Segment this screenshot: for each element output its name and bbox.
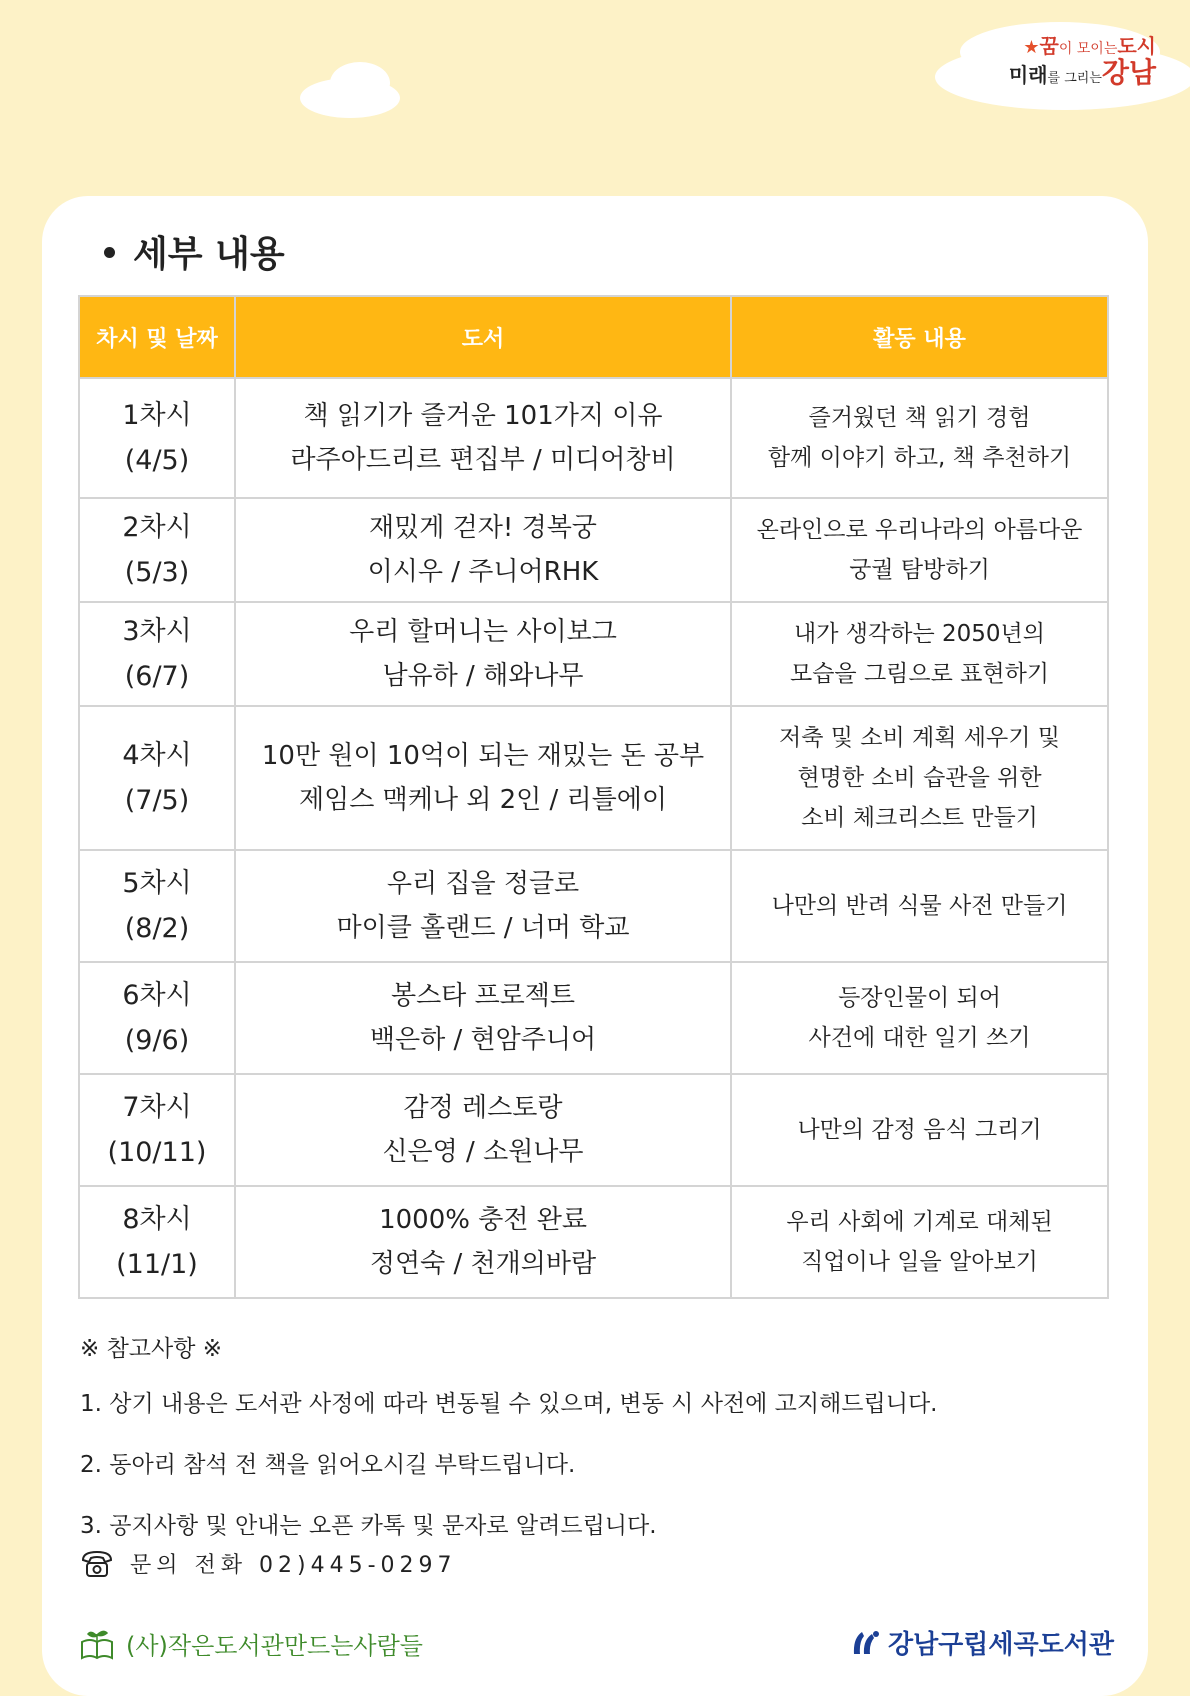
session-date: (9/6) xyxy=(124,1025,190,1056)
book-author-publisher: 이시우 / 주니어RHK xyxy=(367,557,599,587)
activity-line: 내가 생각하는 2050년의 xyxy=(794,621,1045,647)
logo-text: 강남 xyxy=(1101,56,1156,89)
book-author-publisher: 남유하 / 해와나무 xyxy=(382,661,584,691)
activity-line: 저축 및 소비 계획 세우기 및 xyxy=(779,725,1060,751)
table-row xyxy=(79,602,1108,706)
note-item: 2. 동아리 참석 전 책을 읽어오시길 부탁드립니다. xyxy=(80,1452,576,1478)
book-title: 감정 레스토랑 xyxy=(403,1093,563,1123)
activity-cell xyxy=(731,378,1108,498)
activity-cell xyxy=(731,962,1108,1074)
book-cell xyxy=(235,706,731,850)
activity-cell xyxy=(731,706,1108,850)
column-header-session: 차시 및 날짜 xyxy=(79,296,235,378)
book-title: 우리 할머니는 사이보그 xyxy=(349,617,617,647)
session-date: (4/5) xyxy=(124,445,190,476)
session-cell xyxy=(79,962,235,1074)
book-cell xyxy=(235,498,731,602)
contact-text: 문의 전화 02)445-0297 xyxy=(130,1553,457,1578)
activity-cell xyxy=(731,498,1108,602)
activity-line: 현명한 소비 습관을 위한 xyxy=(797,765,1042,791)
note-item: 3. 공지사항 및 안내는 오픈 카톡 및 문자로 알려드립니다. xyxy=(80,1513,657,1539)
book-cell xyxy=(235,850,731,962)
section-title xyxy=(104,226,285,277)
logo-text: 도시 xyxy=(1117,34,1156,58)
table-header-row xyxy=(79,296,1108,378)
session-cell xyxy=(79,1074,235,1186)
session-label: 6차시 xyxy=(122,980,192,1011)
session-date: (8/2) xyxy=(124,913,190,944)
session-label: 5차시 xyxy=(122,868,192,899)
book-author-publisher: 백은하 / 현암주니어 xyxy=(369,1025,597,1055)
session-date: (10/11) xyxy=(107,1137,207,1168)
footer-left-logo xyxy=(80,1626,423,1661)
book-author-publisher: 마이클 홀랜드 / 너머 학교 xyxy=(336,913,630,943)
session-label: 4차시 xyxy=(122,740,192,771)
activity-cell xyxy=(731,1186,1108,1298)
table-row xyxy=(79,1186,1108,1298)
book-sprout-icon xyxy=(80,1628,114,1660)
session-date: (11/1) xyxy=(116,1249,198,1280)
activity-line: 직업이나 일을 알아보기 xyxy=(801,1249,1038,1275)
book-cell xyxy=(235,1186,731,1298)
section-title-text: 세부 내용 xyxy=(133,234,285,275)
gangnam-logo xyxy=(930,24,1170,114)
book-cell xyxy=(235,962,731,1074)
session-label: 3차시 xyxy=(122,616,192,647)
session-date: (7/5) xyxy=(124,785,190,816)
logo-text: 를 그리는 xyxy=(1047,71,1102,86)
table-row xyxy=(79,1074,1108,1186)
activity-cell xyxy=(731,1074,1108,1186)
cloud-decoration xyxy=(330,62,390,104)
book-title: 봉스타 프로젝트 xyxy=(390,981,576,1011)
phone-icon xyxy=(80,1549,114,1579)
table-row xyxy=(79,498,1108,602)
activity-line: 소비 체크리스트 만들기 xyxy=(801,805,1038,831)
activity-line: 우리 사회에 기계로 대체된 xyxy=(786,1209,1053,1235)
activity-line: 등장인물이 되어 xyxy=(838,985,1001,1011)
notes-title: ※ 참고사항 ※ xyxy=(80,1336,223,1362)
book-title: 우리 집을 정글로 xyxy=(386,869,580,899)
session-cell xyxy=(79,378,235,498)
activity-line: 사건에 대한 일기 쓰기 xyxy=(808,1025,1031,1051)
activity-line: 궁궐 탐방하기 xyxy=(849,557,990,583)
activity-line: 온라인으로 우리나라의 아름다운 xyxy=(756,517,1083,543)
activity-line: 나만의 감정 음식 그리기 xyxy=(797,1117,1042,1143)
star-icon: ★ xyxy=(1023,37,1040,58)
session-label: 8차시 xyxy=(122,1204,192,1235)
session-label: 7차시 xyxy=(122,1092,192,1123)
table-row xyxy=(79,850,1108,962)
book-author-publisher: 라주아드리르 편집부 / 미디어창비 xyxy=(290,445,676,475)
notes-section xyxy=(80,1330,938,1568)
note-item: 1. 상기 내용은 도서관 사정에 따라 변동될 수 있으며, 변동 시 사전에 고지해드립니다. xyxy=(80,1391,938,1417)
book-cell xyxy=(235,378,731,498)
activity-cell xyxy=(731,850,1108,962)
book-title: 책 읽기가 즐거운 101가지 이유 xyxy=(303,401,663,431)
logo-text: 꿈 xyxy=(1039,34,1059,58)
session-date: (5/3) xyxy=(124,557,190,588)
activity-line: 모습을 그림으로 표현하기 xyxy=(789,661,1050,687)
book-title: 1000% 충전 완료 xyxy=(379,1205,587,1235)
column-header-activity: 활동 내용 xyxy=(731,296,1108,378)
book-cell xyxy=(235,1074,731,1186)
session-label: 2차시 xyxy=(122,512,192,543)
book-title: 재밌게 걷자! 경복궁 xyxy=(369,513,597,543)
book-title: 10만 원이 10억이 되는 재밌는 돈 공부 xyxy=(261,741,705,771)
table-row xyxy=(79,378,1108,498)
session-cell xyxy=(79,602,235,706)
table-row xyxy=(79,706,1108,850)
session-cell xyxy=(79,498,235,602)
footer-right-logo xyxy=(850,1624,1114,1661)
footer-right-text: 강남구립세곡도서관 xyxy=(887,1630,1114,1660)
session-date: (6/7) xyxy=(124,661,190,692)
session-cell xyxy=(79,706,235,850)
book-author-publisher: 신은영 / 소원나무 xyxy=(382,1137,584,1167)
library-logo-icon xyxy=(850,1628,882,1658)
activity-cell xyxy=(731,602,1108,706)
table-row xyxy=(79,962,1108,1074)
activity-line: 함께 이야기 하고, 책 추천하기 xyxy=(767,445,1072,471)
schedule-table xyxy=(78,295,1109,1299)
footer-left-text: (사)작은도서관만드는사람들 xyxy=(126,1632,423,1660)
session-cell xyxy=(79,850,235,962)
column-header-book: 도서 xyxy=(235,296,731,378)
book-author-publisher: 정연숙 / 천개의바람 xyxy=(369,1249,597,1279)
contact-info xyxy=(80,1548,457,1579)
session-cell xyxy=(79,1186,235,1298)
activity-line: 즐거웠던 책 읽기 경험 xyxy=(808,405,1031,431)
book-cell xyxy=(235,602,731,706)
session-label: 1차시 xyxy=(122,400,192,431)
logo-text: 미래 xyxy=(1008,63,1048,87)
activity-line: 나만의 반려 식물 사전 만들기 xyxy=(771,893,1068,919)
logo-text: 이 모이는 xyxy=(1058,41,1118,57)
book-author-publisher: 제임스 맥케나 외 2인 / 리틀에이 xyxy=(298,785,668,815)
bullet-icon xyxy=(104,247,115,258)
